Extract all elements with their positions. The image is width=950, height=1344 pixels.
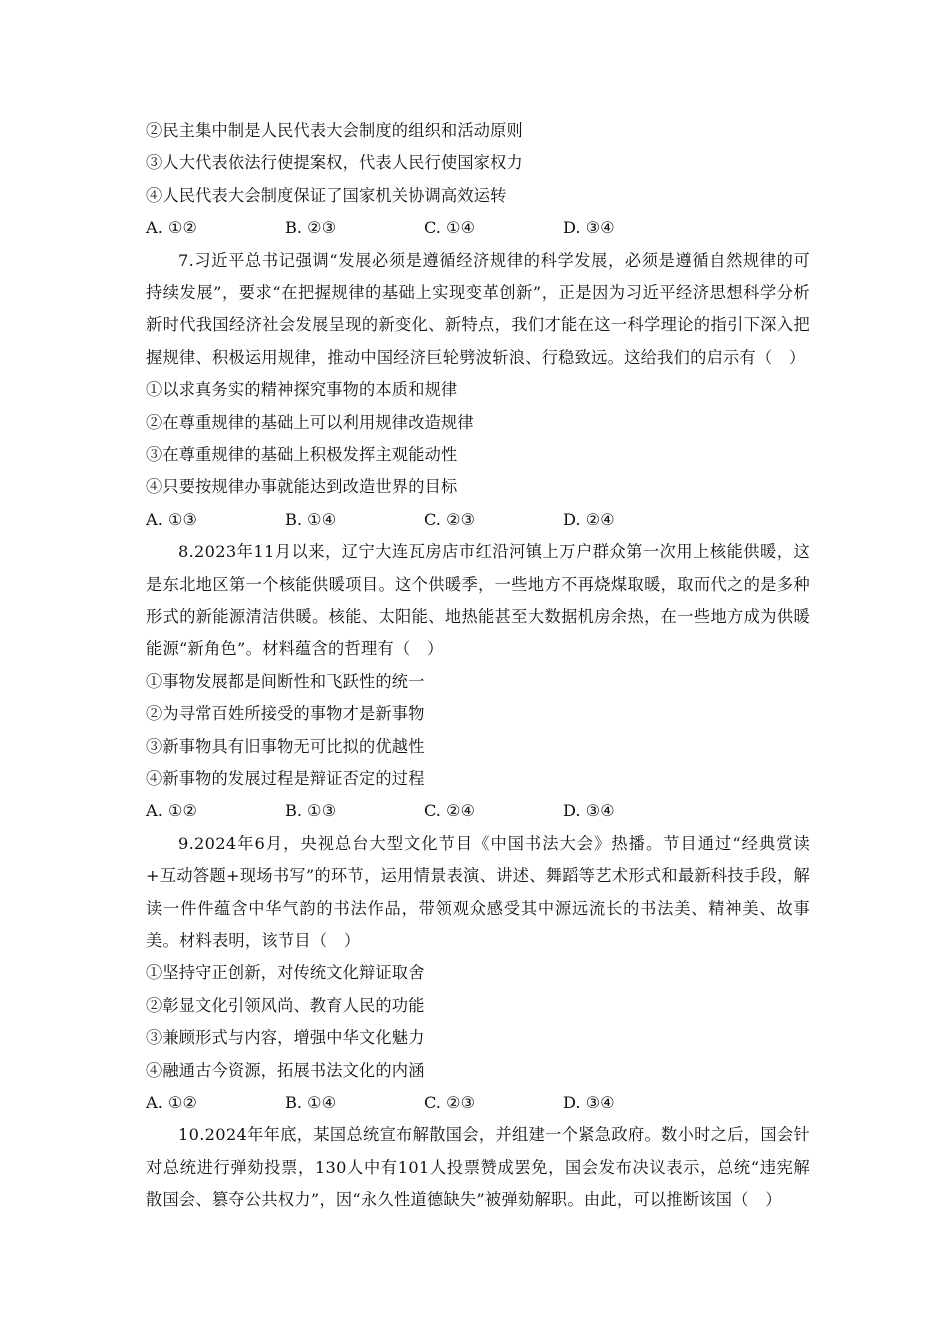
- q9-choice-d: D. ③④: [563, 1092, 615, 1112]
- q7-choice-d: D. ②④: [563, 509, 615, 529]
- q9-option-1: ①坚持守正创新，对传统文化辩证取舍: [146, 963, 425, 983]
- q8-option-2: ②为寻常百姓所接受的事物才是新事物: [146, 704, 425, 724]
- q6-answer-choices: [146, 212, 810, 244]
- q7-stem: 7.习近平总书记强调“发展必须是遵循经济规律的科学发展，必须是遵循自然规律的可持续发展”，要求“在把握规律的基础上实现变革创新”，正是因为习近平经济思想科学分析新时代我国经济社会发展呈现的新变化、新特点，我们才能在这一科学理论的指引下深入把握规律、积极运用规律，推动中国经济巨轮劈波斩浪、行稳致远。这给我们的启示有（ ）: [146, 250, 810, 367]
- q8-stem: 8.2023年11月以来，辽宁大连瓦房店市红沿河镇上万户群众第一次用上核能供暖，这是东北地区第一个核能供暖项目。这个供暖季，一些地方不再烧煤取暖，取而代之的是多种形式的新能源清洁供暖。核能、太阳能、地热能甚至大数据机房余热，在一些地方成为供暖能源“新角色”。材料蕴含的哲理有（ ）: [146, 542, 810, 659]
- q9-stem: 9.2024年6月，央视总台大型文化节目《中国书法大会》热播。节目通过“经典赏读+互动答题+现场书写”的环节，运用情景表演、讲述、舞蹈等艺术形式和最新科技手段，解读一件件蕴含中华气韵的书法作品，带领观众感受其中源远流长的书法美、精神美、故事美。材料表明，该节目（ ）: [146, 833, 810, 950]
- q7-option-2: ②在尊重规律的基础上可以利用规律改造规律: [146, 412, 474, 432]
- question-9: [146, 828, 810, 1120]
- q8-option-1: ①事物发展都是间断性和飞跃性的统一: [146, 671, 425, 691]
- question-8: [146, 536, 810, 828]
- q8-choice-a: A. ①②: [146, 801, 198, 821]
- question-10: [146, 1119, 810, 1216]
- q10-stem: 10.2024年年底，某国总统宣布解散国会，并组建一个紧急政府。数小时之后，国会针对总统进行弹劾投票，130人中有101人投票赞成罢免，国会发布决议表示，总统“违宪解散国会、篡夺公共权力”，因“永久性道德缺失”被弹劾解职。由此，可以推断该国（ ）: [146, 1125, 810, 1210]
- question-6: [146, 115, 810, 245]
- q8-choice-d: D. ③④: [563, 801, 615, 821]
- q9-choice-b: B. ①④: [285, 1092, 337, 1112]
- q7-choice-b: B. ①④: [285, 509, 337, 529]
- q8-option-4: ④新事物的发展过程是辩证否定的过程: [146, 768, 425, 788]
- question-7: [146, 245, 810, 537]
- q8-option-3: ③新事物具有旧事物无可比拟的优越性: [146, 736, 425, 756]
- q7-choice-a: A. ①③: [146, 509, 198, 529]
- q7-option-1: ①以求真务实的精神探究事物的本质和规律: [146, 380, 458, 400]
- q6-choice-a: A. ①②: [146, 218, 198, 238]
- q8-choice-b: B. ①③: [285, 801, 337, 821]
- q6-choice-b: B. ②③: [285, 218, 337, 238]
- q9-choice-a: A. ①②: [146, 1092, 198, 1112]
- q6-option-4: ④人民代表大会制度保证了国家机关协调高效运转: [146, 185, 507, 205]
- q6-choice-c: C. ①④: [424, 218, 476, 238]
- q6-choice-d: D. ③④: [563, 218, 615, 238]
- q9-option-2: ②彰显文化引领风尚、教育人民的功能: [146, 995, 425, 1015]
- q9-choice-c: C. ②③: [424, 1092, 476, 1112]
- q6-option-3: ③人大代表依法行使提案权，代表人民行使国家权力: [146, 153, 523, 173]
- q9-answer-choices: [146, 1087, 810, 1119]
- q7-option-4: ④只要按规律办事就能达到改造世界的目标: [146, 477, 458, 497]
- page-content: [146, 115, 810, 1217]
- q7-choice-c: C. ②③: [424, 509, 476, 529]
- q6-option-2: ②民主集中制是人民代表大会制度的组织和活动原则: [146, 121, 523, 140]
- q9-option-3: ③兼顾形式与内容，增强中华文化魅力: [146, 1028, 425, 1048]
- q7-option-3: ③在尊重规律的基础上积极发挥主观能动性: [146, 444, 458, 464]
- q8-choice-c: C. ②④: [424, 801, 476, 821]
- q7-answer-choices: [146, 504, 810, 536]
- q9-option-4: ④融通古今资源，拓展书法文化的内涵: [146, 1060, 425, 1080]
- q8-answer-choices: [146, 795, 810, 827]
